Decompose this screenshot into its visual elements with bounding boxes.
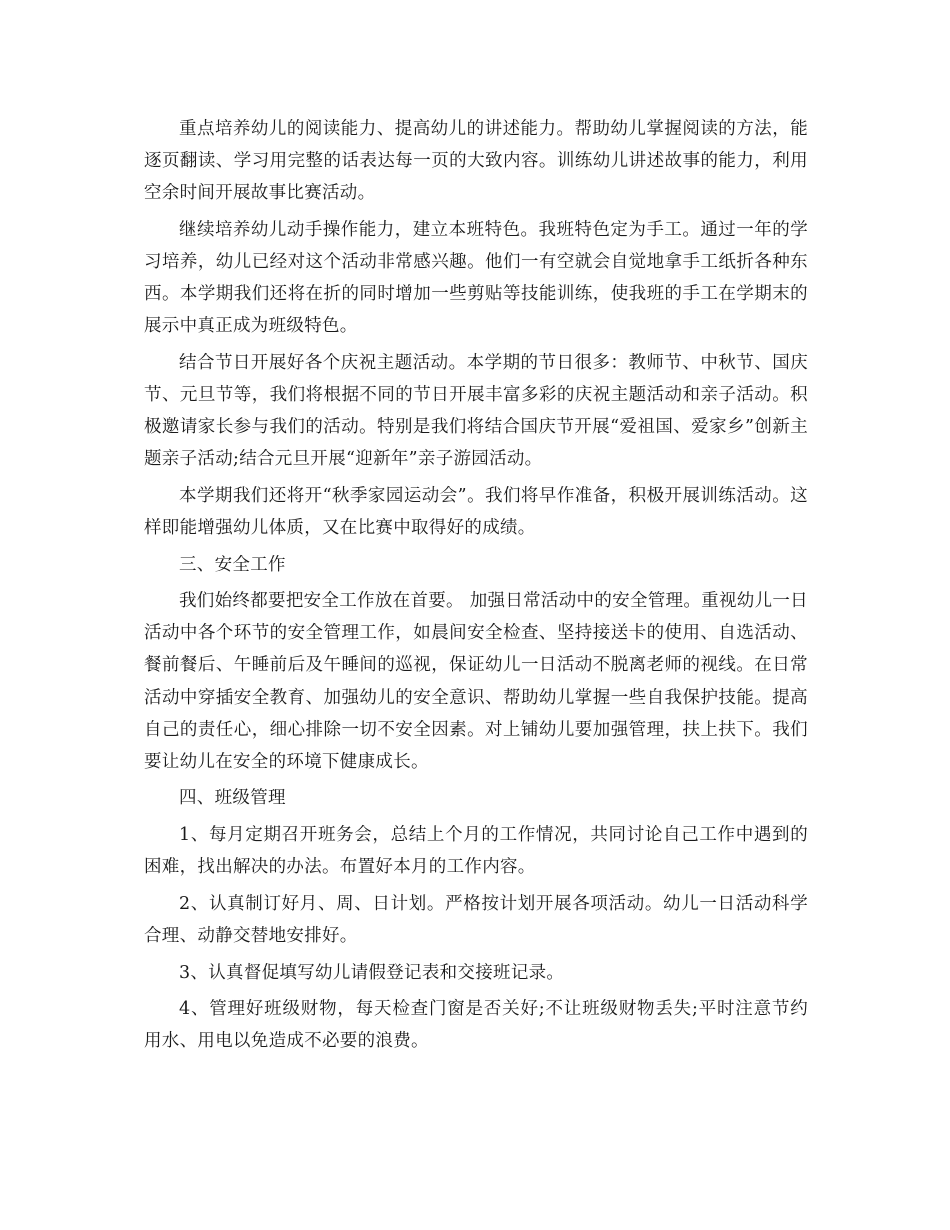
paragraph-handcraft-feature: 继续培养幼儿动手操作能力，建立本班特色。我班特色定为手工。通过一年的学习培养，幼儿已经对这个活动非常感兴趣。他们一有空就会自觉地拿手工纸折各种东西。本学期我们还将在折的同时增加一些剪贴等技能训练，使我班的手工在学期末的展示中真正成为班级特色。 bbox=[144, 219, 808, 337]
list-item-records: 3、认真督促填写幼儿请假登记表和交接班记录。 bbox=[179, 962, 565, 983]
list-item-plans: 2、认真制订好月、周、日计划。严格按计划开展各项活动。幼儿一日活动科学合理、动静交替地安排好。 bbox=[144, 893, 808, 946]
paragraph-festival-activities: 结合节日开展好各个庆祝主题活动。本学期的节日很多：教师节、中秋节、国庆节、元旦节等，我们将根据不同的节日开展丰富多彩的庆祝主题活动和亲子活动。积极邀请家长参与我们的活动。特别是我们将结合国庆节开展“爱祖国、爱家乡”创新主题亲子活动;结合元旦开展“迎新年”亲子游园活动。 bbox=[144, 352, 808, 470]
list-item-monthly-meeting: 1、每月定期召开班务会，总结上个月的工作情况，共同讨论自己工作中遇到的困难，找出解决的办法。布置好本月的工作内容。 bbox=[144, 825, 808, 878]
list-item-property: 4、管理好班级财物，每天检查门窗是否关好;不让班级财物丢失;平时注意节约用水、用电以免造成不必要的浪费。 bbox=[144, 999, 808, 1052]
paragraph-safety-work: 我们始终都要把安全工作放在首要。 加强日常活动中的安全管理。重视幼儿一日活动中各个环节的安全管理工作，如晨间安全检查、坚持接送卡的使用、自选活动、餐前餐后、午睡前后及午睡间的巡视，保证幼儿一日活动不脱离老师的视线。在日常活动中穿插安全教育、加强幼儿的安全意识、帮助幼儿掌握一些自我保护技能。提高自己的责任心，细心排除一切不安全因素。对上铺幼儿要加强管理，扶上扶下。我们要让幼儿在安全的环境下健康成长。 bbox=[144, 591, 808, 772]
paragraph-reading-skills: 重点培养幼儿的阅读能力、提高幼儿的讲述能力。帮助幼儿掌握阅读的方法，能逐页翻读、学习用完整的话表达每一页的大致内容。训练幼儿讲述故事的能力，利用空余时间开展故事比赛活动。 bbox=[144, 119, 808, 204]
document-page bbox=[144, 113, 808, 1062]
section-heading-class-management: 四、班级管理 bbox=[179, 788, 286, 809]
paragraph-sports-meeting: 本学期我们还将开“秋季家园运动会”。我们将早作准备，积极开展训练活动。这样即能增强幼儿体质，又在比赛中取得好的成绩。 bbox=[144, 485, 808, 538]
section-heading-safety: 三、安全工作 bbox=[179, 554, 286, 575]
